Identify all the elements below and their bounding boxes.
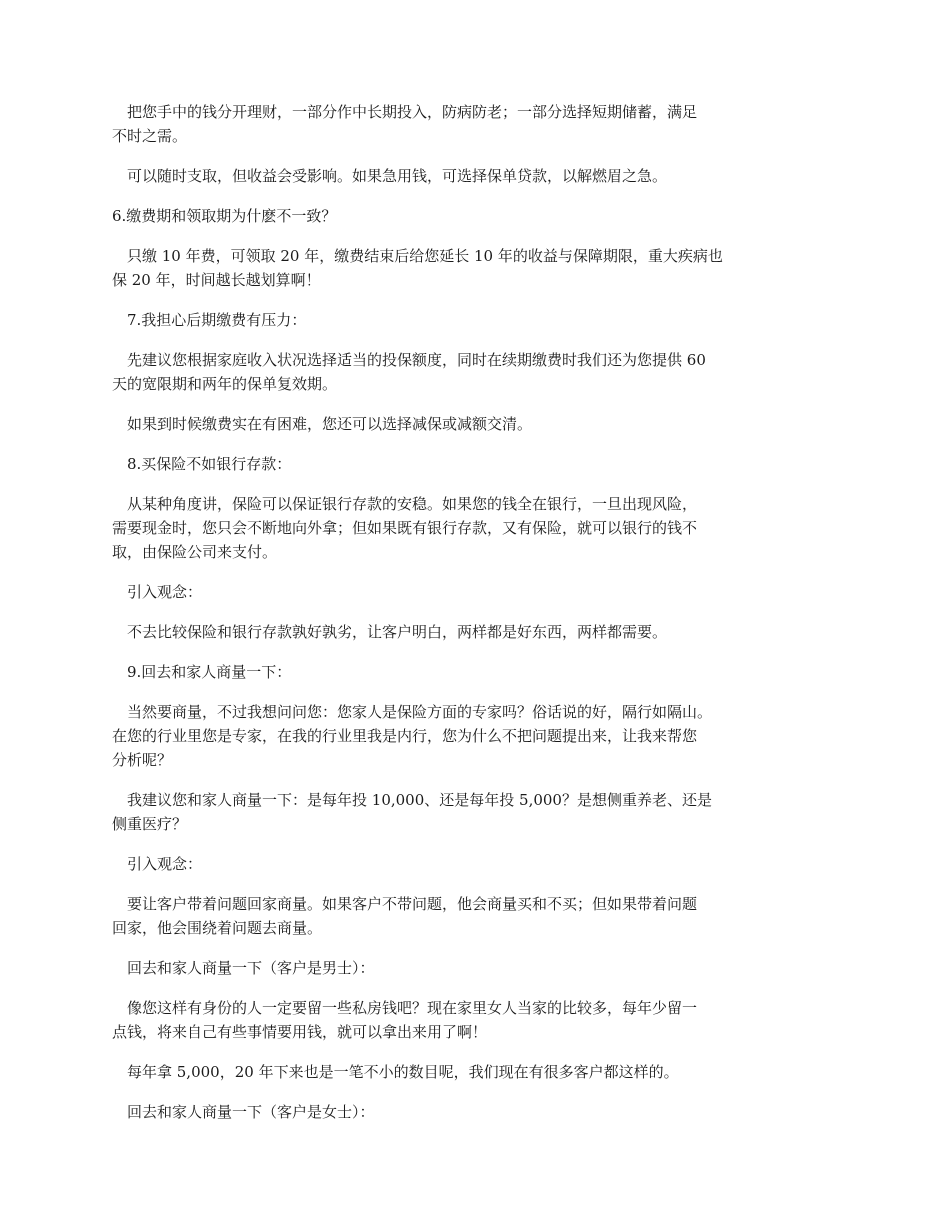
paragraph-line: 回去和家人商量一下（客户是女士）： xyxy=(127,1103,375,1121)
body-paragraph xyxy=(112,892,812,940)
paragraph-line: 天的宽限期和两年的保单复效期。 xyxy=(112,375,338,393)
paragraph-line: 不去比较保险和银行存款孰好孰劣，让客户明白，两样都是好东西，两样都需要。 xyxy=(127,623,668,641)
paragraph-line: 引入观念： xyxy=(127,583,203,601)
section-heading xyxy=(112,204,812,228)
document-page xyxy=(112,100,812,1140)
paragraph-line: 回家，他会围绕着问题去商量。 xyxy=(112,919,323,937)
body-paragraph xyxy=(112,700,812,772)
paragraph-line: 如果到时候缴费实在有困难，您还可以选择减保或减额交清。 xyxy=(127,415,533,433)
paragraph-line: 侧重医疗？ xyxy=(112,815,188,833)
paragraph-line: 点钱，将来自己有些事情要用钱，就可以拿出来用了啊！ xyxy=(112,1023,488,1041)
paragraph-line: 我建议您和家人商量一下：是每年投 10,000、还是每年投 5,000？是想侧重养老、还是 xyxy=(127,791,712,809)
body-paragraph xyxy=(112,492,812,564)
paragraph-line: 像您这样有身份的人一定要留一些私房钱吧？现在家里女人当家的比较多，每年少留一 xyxy=(127,999,698,1017)
paragraph-line: 7.我担心后期缴费有压力： xyxy=(127,311,307,329)
body-paragraph xyxy=(112,788,812,836)
paragraph-line: 只缴 10 年费，可领取 20 年，缴费结束后给您延长 10 年的收益与保障期限，重大疾病也 xyxy=(127,247,723,265)
body-paragraph xyxy=(112,996,812,1044)
body-paragraph xyxy=(112,956,812,980)
paragraph-line: 需要现金时，您只会不断地向外拿；但如果既有银行存款，又有保险，就可以银行的钱不 xyxy=(112,519,698,537)
body-paragraph xyxy=(112,1100,812,1124)
body-paragraph xyxy=(112,100,812,148)
paragraph-line: 把您手中的钱分开理财，一部分作中长期投入，防病防老；一部分选择短期储蓄，满足 xyxy=(127,103,698,121)
paragraph-line: 引入观念： xyxy=(127,855,203,873)
body-paragraph xyxy=(112,164,812,188)
paragraph-line: 不时之需。 xyxy=(112,127,188,145)
paragraph-line: 当然要商量，不过我想问问您：您家人是保险方面的专家吗？俗话说的好，隔行如隔山。 xyxy=(127,703,713,721)
paragraph-line: 要让客户带着问题回家商量。如果客户不带问题，他会商量买和不买；但如果带着问题 xyxy=(127,895,698,913)
section-heading xyxy=(112,452,812,476)
paragraph-line: 9.回去和家人商量一下： xyxy=(127,663,292,681)
paragraph-line: 保 20 年，时间越长越划算啊！ xyxy=(112,271,321,289)
body-paragraph xyxy=(112,244,812,292)
body-paragraph xyxy=(112,412,812,436)
section-heading xyxy=(112,660,812,684)
body-paragraph xyxy=(112,580,812,604)
paragraph-line: 回去和家人商量一下（客户是男士）： xyxy=(127,959,375,977)
paragraph-line: 从某种角度讲，保险可以保证银行存款的安稳。如果您的钱全在银行，一旦出现风险， xyxy=(127,495,698,513)
body-paragraph xyxy=(112,620,812,644)
body-paragraph xyxy=(112,852,812,876)
document-body xyxy=(112,100,812,1124)
paragraph-line: 每年拿 5,000，20 年下来也是一笔不小的数目呢，我们现在有很多客户都这样的。 xyxy=(127,1063,679,1081)
section-heading xyxy=(112,308,812,332)
body-paragraph xyxy=(112,348,812,396)
body-paragraph xyxy=(112,1060,812,1084)
paragraph-line: 先建议您根据家庭收入状况选择适当的投保额度，同时在续期缴费时我们还为您提供 60 xyxy=(127,351,706,369)
paragraph-line: 在您的行业里您是专家，在我的行业里我是内行，您为什么不把问题提出来，让我来帮您 xyxy=(112,727,698,745)
paragraph-line: 可以随时支取，但收益会受影响。如果急用钱，可选择保单贷款，以解燃眉之急。 xyxy=(127,167,668,185)
paragraph-line: 6.缴费期和领取期为什麽不一致？ xyxy=(112,207,337,225)
paragraph-line: 8.买保险不如银行存款： xyxy=(127,455,292,473)
paragraph-line: 分析呢？ xyxy=(112,751,173,769)
paragraph-line: 取，由保险公司来支付。 xyxy=(112,543,278,561)
